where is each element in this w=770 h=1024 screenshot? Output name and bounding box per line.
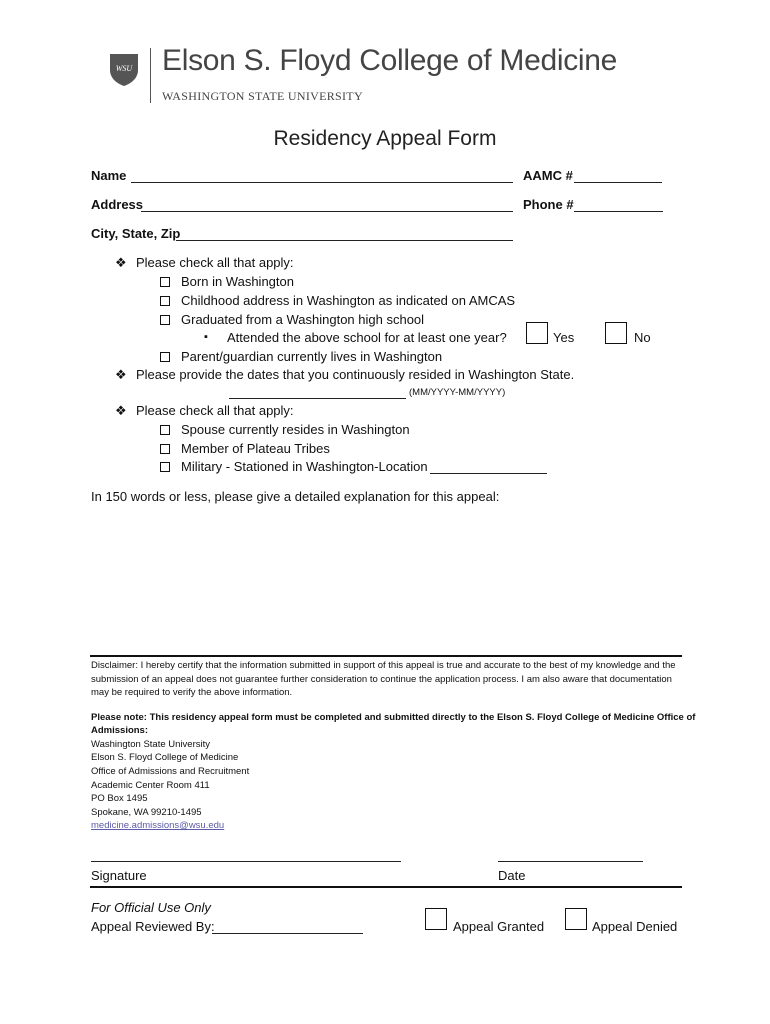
address-line-3: Office of Admissions and Recruitment bbox=[91, 766, 250, 777]
date-label: Date bbox=[498, 868, 526, 883]
aamc-field[interactable] bbox=[574, 168, 662, 183]
note-line-1: Please note: This residency appeal form must be completed and submitted directly to the Elson S. Floyd College of Medicine Office of bbox=[91, 712, 696, 723]
appeal-reviewed-field[interactable] bbox=[212, 919, 363, 934]
signature-field[interactable] bbox=[91, 861, 401, 862]
note-line-2: Admissions: bbox=[91, 725, 149, 736]
parent-guardian-label: Parent/guardian currently lives in Washington bbox=[181, 349, 443, 364]
childhood-address-checkbox[interactable] bbox=[160, 296, 170, 306]
square-bullet-icon: ▪ bbox=[204, 331, 208, 343]
born-in-washington-label: Born in Washington bbox=[181, 274, 294, 289]
section2-heading: Please provide the dates that you continuously resided in Washington State. bbox=[136, 367, 575, 382]
phone-label: Phone # bbox=[523, 197, 574, 212]
address-label: Address bbox=[91, 197, 144, 212]
phone-field[interactable] bbox=[574, 197, 663, 212]
appeal-granted-checkbox[interactable] bbox=[425, 908, 447, 930]
attended-one-year-label: Attended the above school for at least one year? bbox=[227, 330, 507, 345]
military-checkbox[interactable] bbox=[160, 462, 170, 472]
diamond-bullet-icon: ❖ bbox=[115, 367, 127, 382]
appeal-denied-checkbox[interactable] bbox=[565, 908, 587, 930]
university-name: WASHINGTON STATE UNIVERSITY bbox=[162, 89, 363, 103]
disclaimer-line-1: Disclaimer: I hereby certify that the information submitted in support of this appeal is true and accurate to the best of my knowledge and the bbox=[91, 660, 676, 671]
no-checkbox[interactable] bbox=[605, 322, 627, 344]
name-field[interactable] bbox=[131, 168, 513, 183]
address-line-1: Washington State University bbox=[91, 739, 210, 750]
no-label: No bbox=[634, 330, 651, 345]
graduated-hs-checkbox[interactable] bbox=[160, 315, 170, 325]
section3-heading: Please check all that apply: bbox=[136, 403, 294, 418]
diamond-bullet-icon: ❖ bbox=[115, 255, 127, 270]
address-line-6: Spokane, WA 99210-1495 bbox=[91, 807, 202, 818]
plateau-tribes-checkbox[interactable] bbox=[160, 444, 170, 454]
military-location-field[interactable] bbox=[430, 459, 547, 474]
section1-heading: Please check all that apply: bbox=[136, 255, 294, 270]
city-state-zip-field[interactable] bbox=[176, 226, 513, 241]
disclaimer-line-3: may be required to verify the above information. bbox=[91, 687, 293, 698]
address-line-4: Academic Center Room 411 bbox=[91, 780, 210, 791]
plateau-tribes-label: Member of Plateau Tribes bbox=[181, 441, 330, 456]
military-label: Military - Stationed in Washington-Location bbox=[181, 459, 428, 474]
born-in-washington-checkbox[interactable] bbox=[160, 277, 170, 287]
childhood-address-label: Childhood address in Washington as indicated on AMCAS bbox=[181, 293, 516, 308]
disclaimer-line-2: submission of an appeal does not guarantee further consideration to continue the application process. I am also aware that documentation bbox=[91, 674, 672, 685]
residence-dates-field[interactable] bbox=[229, 384, 406, 399]
address-field[interactable] bbox=[141, 197, 513, 212]
address-line-2: Elson S. Floyd College of Medicine bbox=[91, 752, 239, 763]
appeal-granted-label: Appeal Granted bbox=[453, 919, 545, 934]
spouse-label: Spouse currently resides in Washington bbox=[181, 422, 410, 437]
appeal-denied-label: Appeal Denied bbox=[592, 919, 678, 934]
address-line-5: PO Box 1495 bbox=[91, 793, 148, 804]
wsu-shield-logo bbox=[108, 52, 140, 88]
form-title: Residency Appeal Form bbox=[273, 127, 497, 150]
parent-guardian-checkbox[interactable] bbox=[160, 352, 170, 362]
yes-label: Yes bbox=[553, 330, 575, 345]
spouse-checkbox[interactable] bbox=[160, 425, 170, 435]
official-divider bbox=[90, 886, 682, 888]
svg-text:WSU: WSU bbox=[115, 64, 133, 73]
admissions-email-link[interactable]: medicine.admissions@wsu.edu bbox=[91, 820, 225, 831]
graduated-hs-label: Graduated from a Washington high school bbox=[181, 312, 425, 327]
official-use-heading: For Official Use Only bbox=[91, 900, 211, 915]
college-name: Elson S. Floyd College of Medicine bbox=[162, 44, 618, 77]
name-label: Name bbox=[91, 168, 127, 183]
date-field[interactable] bbox=[498, 861, 643, 862]
city-state-zip-label: City, State, Zip bbox=[91, 226, 181, 241]
signature-label: Signature bbox=[91, 868, 147, 883]
logo-divider bbox=[150, 48, 151, 103]
diamond-bullet-icon: ❖ bbox=[115, 403, 127, 418]
appeal-reviewed-label: Appeal Reviewed By: bbox=[91, 919, 215, 934]
explanation-textarea[interactable] bbox=[91, 510, 681, 650]
explanation-prompt: In 150 words or less, please give a detailed explanation for this appeal: bbox=[91, 489, 500, 504]
date-format-hint: (MM/YYYY-MM/YYYY) bbox=[409, 387, 506, 398]
aamc-label: AAMC # bbox=[523, 168, 573, 183]
disclaimer-divider bbox=[90, 655, 682, 657]
yes-checkbox[interactable] bbox=[526, 322, 548, 344]
